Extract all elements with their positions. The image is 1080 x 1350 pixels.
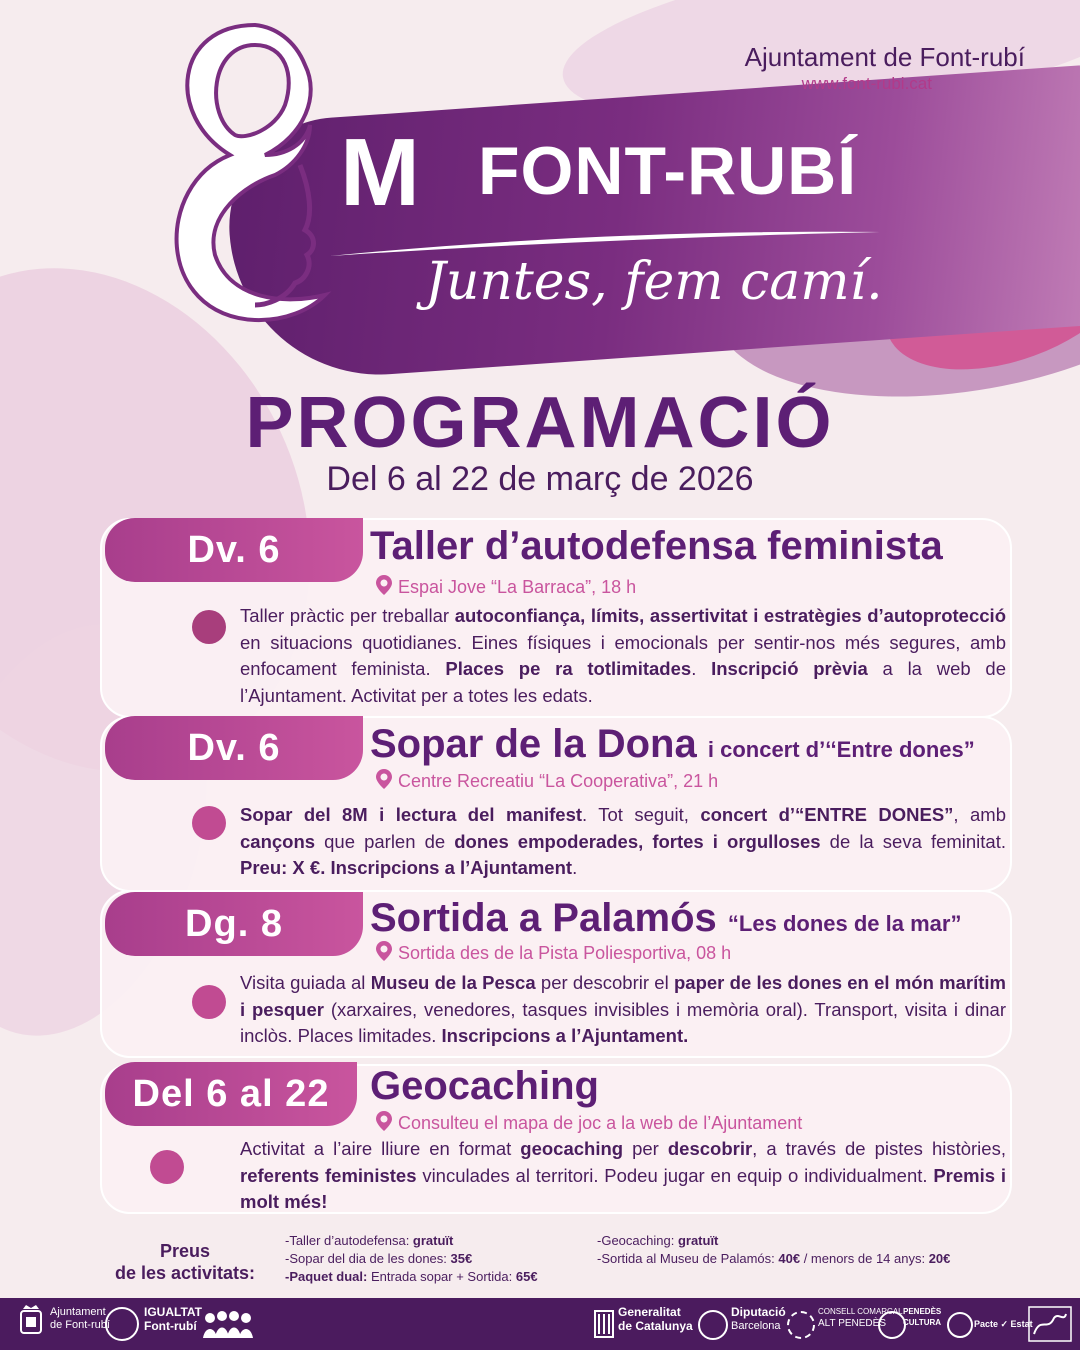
- event-location: [376, 769, 718, 792]
- text-run: (xarxaires, venedores, tasques invisibles i memòria oral). Transport, visita i dinar inclòs. Places limitades.: [240, 998, 1006, 1046]
- event-title-main: Sortida a Palamós: [370, 896, 717, 940]
- event-location-text: Espai Jove “La Barraca”, 18 h: [398, 577, 637, 597]
- event-title-sub: “Les dones de la mar”: [727, 911, 962, 936]
- highlighted-text: concert d’“ENTRE DONES”: [700, 804, 954, 825]
- highlighted-text: referents feministes: [240, 1164, 417, 1186]
- event-title-sub: i concert d’‘‘Entre dones”: [707, 737, 975, 762]
- location-pin-icon: [376, 941, 392, 961]
- text-run: que parlen de: [315, 830, 455, 852]
- text-run: Activitat a l’aire lliure en format: [240, 1138, 521, 1159]
- text-run: -Taller d’autodefensa:: [285, 1233, 413, 1248]
- logo-town-name: FONT-RUBÍ: [478, 133, 858, 209]
- location-pin-icon: [376, 769, 392, 789]
- prices-label-line2: de les activitats:: [114, 1263, 256, 1283]
- text-run: per descobrir el: [535, 972, 674, 993]
- prices-label: [100, 1240, 270, 1284]
- text-run: -Sopar del dia de les dones:: [285, 1251, 451, 1266]
- highlighted-text: dones empoderades, fortes i orgulloses: [454, 830, 821, 852]
- footer-logo-pacte: [974, 1318, 1033, 1331]
- highlighted-text: 40€: [778, 1251, 801, 1266]
- text-run: vinculades al territori. Podeu jugar en equip o individualment.: [416, 1164, 934, 1186]
- text-run: -Geocaching:: [597, 1233, 678, 1248]
- highlighted-text: 35€: [450, 1251, 473, 1266]
- text-run: de la seva feminitat.: [820, 830, 1007, 852]
- event-description: [240, 970, 1006, 1050]
- pacte-estat-icon: [947, 1312, 973, 1338]
- footer-logo-text: de Font-rubí: [50, 1319, 110, 1331]
- event-location-text: Consulteu el mapa de joc a la web de l’Ajuntament: [398, 1113, 803, 1133]
- footer-logo-text: Diputació: [731, 1305, 786, 1319]
- event-day-badge: Del 6 al 22: [105, 1062, 357, 1126]
- event-title-main: Sopar de la Dona: [370, 722, 697, 766]
- organization-name: Ajuntament de Font-rubí: [744, 42, 1025, 72]
- highlighted-text: descobrir: [667, 1138, 753, 1159]
- generalitat-icon: [594, 1310, 614, 1338]
- highlighted-text: Places pe ra totlimitades: [445, 658, 692, 679]
- logo-m: M: [340, 119, 418, 226]
- footer-logo-text: Ajuntament: [50, 1306, 106, 1318]
- text-run: .: [691, 658, 712, 679]
- text-run: en situacions quotidianes. Eines físiques i emocionals per sentir-nos més segures, amb enfocament feminista.: [240, 631, 1006, 679]
- event-title: [370, 722, 975, 767]
- penedes-cultura-icon: [878, 1311, 906, 1339]
- price-line: [285, 1250, 538, 1268]
- footer-logo-text: CONSELL COMARCAL: [818, 1307, 903, 1316]
- footer-logo-text: PENEDÈS: [903, 1307, 942, 1316]
- footer-logo-penedes: [903, 1306, 941, 1328]
- footer-logo-text: IGUALTAT: [144, 1305, 202, 1319]
- highlighted-text: autoconfiança, límits, assertivitat i estratègies d’autoprotecció: [454, 605, 1006, 626]
- highlighted-text: Museu de la Pesca: [370, 972, 536, 993]
- event-day-badge: Dv. 6: [105, 518, 363, 582]
- text-run: per: [623, 1138, 668, 1159]
- text-run: Entrada sopar + Sortida:: [367, 1269, 516, 1284]
- footer-logo-text: Pacte ✓ Estat: [974, 1319, 1033, 1329]
- highlighted-text: paper de les dones en el món marítim i pesquer: [240, 972, 1006, 1020]
- footer-logo-generalitat: [618, 1306, 693, 1334]
- event-location-text: Sortida des de la Pista Poliesportiva, 08 h: [398, 943, 732, 963]
- text-run: , amb: [953, 804, 1006, 825]
- organization-website[interactable]: www.font-rubi.cat: [801, 74, 932, 93]
- event-title: [370, 524, 943, 569]
- footer-logo-text: Font-rubí: [144, 1319, 197, 1333]
- highlighted-text: Sopar del 8M i lectura del manifest: [240, 804, 583, 825]
- highlighted-text: 20€: [928, 1251, 951, 1266]
- date-range: Del 6 al 22 de març de 2026: [326, 460, 754, 498]
- slogan: Juntes, fem camí.: [425, 252, 883, 312]
- bullet-dot: [192, 806, 226, 840]
- text-run: .: [572, 857, 578, 878]
- highlighted-text: Inscripcions a l’Ajuntament.: [441, 1025, 689, 1046]
- text-run: -Sortida al Museu de Palamós:: [597, 1251, 779, 1266]
- event-day-badge: Dg. 8: [105, 892, 363, 956]
- location-pin-icon: [376, 575, 392, 595]
- price-line: [597, 1232, 950, 1250]
- partner-emblem-icon: [1028, 1306, 1072, 1342]
- event-title: [370, 896, 961, 941]
- event-description: [240, 802, 1006, 882]
- prices-column-1: [285, 1232, 538, 1286]
- bullet-dot: [192, 610, 226, 644]
- highlighted-text: Premis i molt més!: [240, 1164, 1006, 1212]
- prices-column-2: [597, 1232, 950, 1268]
- footer-logo-text: de Catalunya: [618, 1319, 693, 1333]
- highlighted-text: Preu: X €. Inscripcions a l’Ajuntament: [240, 857, 573, 878]
- women-group-icon: [200, 1304, 256, 1344]
- town-crest-icon: [18, 1303, 44, 1343]
- highlighted-text: 65€: [515, 1269, 538, 1284]
- text-run: Visita guiada al: [240, 972, 371, 993]
- diputacio-icon: [698, 1310, 728, 1340]
- text-run: . Tot seguit,: [582, 804, 701, 825]
- event-description: [240, 603, 1006, 709]
- footer-logo-diputacio: [731, 1306, 786, 1333]
- location-pin-icon: [376, 1111, 392, 1131]
- price-line: [597, 1250, 950, 1268]
- prices-label-line1: Preus: [159, 1241, 211, 1261]
- footer-logo-text: CULTURA: [903, 1318, 942, 1327]
- event-title-main: Taller d’autodefensa feminista: [370, 524, 943, 568]
- page-title: PROGRAMACIÓ: [245, 383, 835, 463]
- highlighted-text: Inscripció prèvia: [711, 658, 868, 679]
- event-description: [240, 1136, 1006, 1216]
- text-run: / menors de 14 anys:: [800, 1251, 929, 1266]
- consell-comarcal-icon: [787, 1311, 815, 1339]
- igualtat-logo-icon: [105, 1307, 139, 1341]
- event-title-main: Geocaching: [370, 1064, 599, 1108]
- price-line: [285, 1268, 538, 1286]
- price-line: [285, 1232, 538, 1250]
- event-location: [376, 941, 731, 964]
- text-run: a la web de l’Ajuntament. Activitat per a totes les edats.: [240, 658, 1007, 706]
- footer-logo-text: Barcelona: [731, 1320, 781, 1332]
- event-location-text: Centre Recreatiu “La Cooperativa”, 21 h: [398, 771, 719, 791]
- footer-logo-text: ALT PENEDÈS: [818, 1318, 886, 1329]
- footer-logo-igualtat: [144, 1306, 202, 1334]
- event-location: [376, 575, 636, 598]
- text-run: Taller pràctic per treballar: [240, 605, 455, 626]
- eight-woman-profile-logo: [135, 15, 365, 335]
- footer-logo-ajuntament: [50, 1306, 110, 1332]
- highlighted-text: gratuït: [412, 1233, 454, 1248]
- bullet-dot: [150, 1150, 184, 1184]
- footer-logo-text: Generalitat: [618, 1305, 681, 1319]
- highlighted-text: geocaching: [520, 1138, 624, 1159]
- highlighted-text: cançons: [240, 830, 316, 852]
- text-run: , a través de pistes històries,: [752, 1138, 1006, 1159]
- event-day-badge: Dv. 6: [105, 716, 363, 780]
- highlighted-text: gratuït: [677, 1233, 719, 1248]
- bullet-dot: [192, 985, 226, 1019]
- highlighted-text: -Paquet dual:: [285, 1269, 368, 1284]
- event-location: [376, 1111, 802, 1134]
- event-title: [370, 1064, 599, 1109]
